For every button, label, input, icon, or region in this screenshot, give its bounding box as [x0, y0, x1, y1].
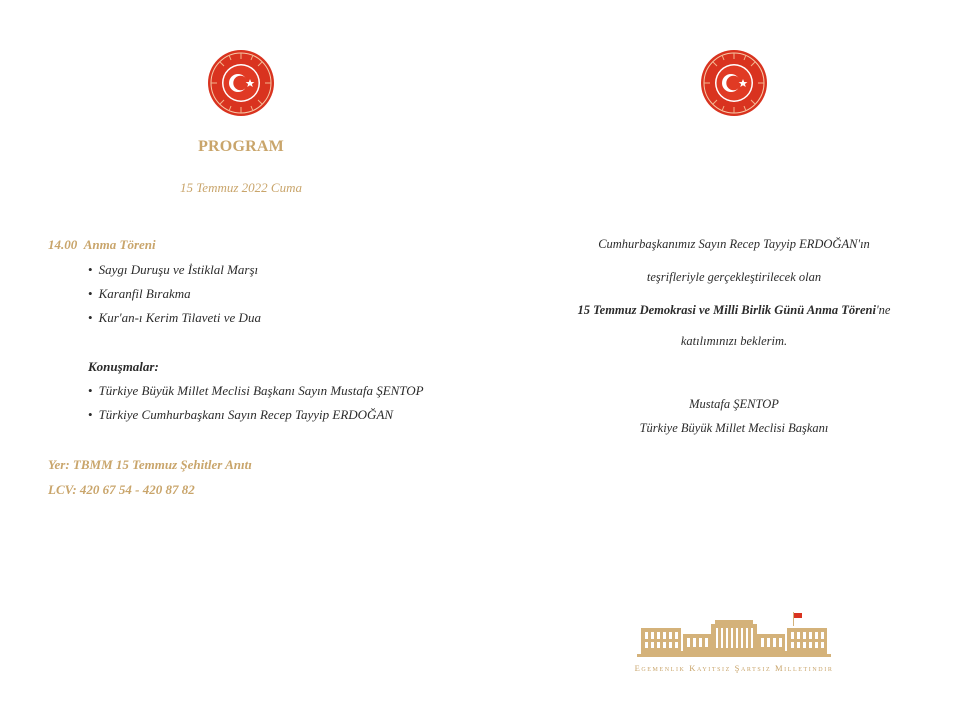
list-item: • Karanfil Bırakma [88, 282, 261, 306]
event-line [48, 237, 156, 253]
invitation-line-2: teşrifleriyle gerçekleştirilecek olan [646, 270, 822, 284]
event-name-suffix: 'ne [875, 303, 891, 317]
invitation-line-4: katılımınızı beklerim. [680, 334, 788, 348]
speeches-list [88, 379, 424, 427]
parliament-building-logo [637, 610, 831, 660]
lcv-text: LCV: 420 67 54 - 420 87 82 [48, 482, 195, 497]
tbmm-seal-logo-left [207, 49, 275, 117]
invitation-line-3 [540, 303, 928, 318]
list-item: • Türkiye Büyük Millet Meclisi Başkanı Sayın Mustafa ŞENTOP [88, 379, 424, 403]
program-title: PROGRAM [198, 138, 284, 155]
invitation-line-1: Cumhurbaşkanımız Sayın Recep Tayyip ERDOĞAN'ın [598, 237, 870, 251]
event-name: Anma Töreni [83, 237, 156, 252]
list-item: • Türkiye Cumhurbaşkanı Sayın Recep Tayyip ERDOĞAN [88, 403, 424, 427]
program-date: 15 Temmuz 2022 Cuma [180, 180, 302, 195]
program-items-list [88, 258, 261, 330]
venue-text: Yer: TBMM 15 Temmuz Şehitler Anıtı [48, 457, 252, 472]
signer-name: Mustafa ŞENTOP [689, 397, 779, 411]
tbmm-seal-logo-right [700, 49, 768, 117]
speeches-heading: Konuşmalar: [88, 359, 159, 374]
event-full-name: 15 Temmuz Demokrasi ve Milli Birlik Günü Anma Töreni [577, 303, 876, 317]
list-item: • Kur'an-ı Kerim Tilaveti ve Dua [88, 306, 261, 330]
event-time: 14.00 [48, 237, 78, 252]
list-item: • Saygı Duruşu ve İstiklal Marşı [88, 258, 261, 282]
signer-title: Türkiye Büyük Millet Meclisi Başkanı [639, 421, 829, 435]
motto-text: Egemenlik Kayıtsız Şartsız Milletindir [634, 663, 834, 673]
